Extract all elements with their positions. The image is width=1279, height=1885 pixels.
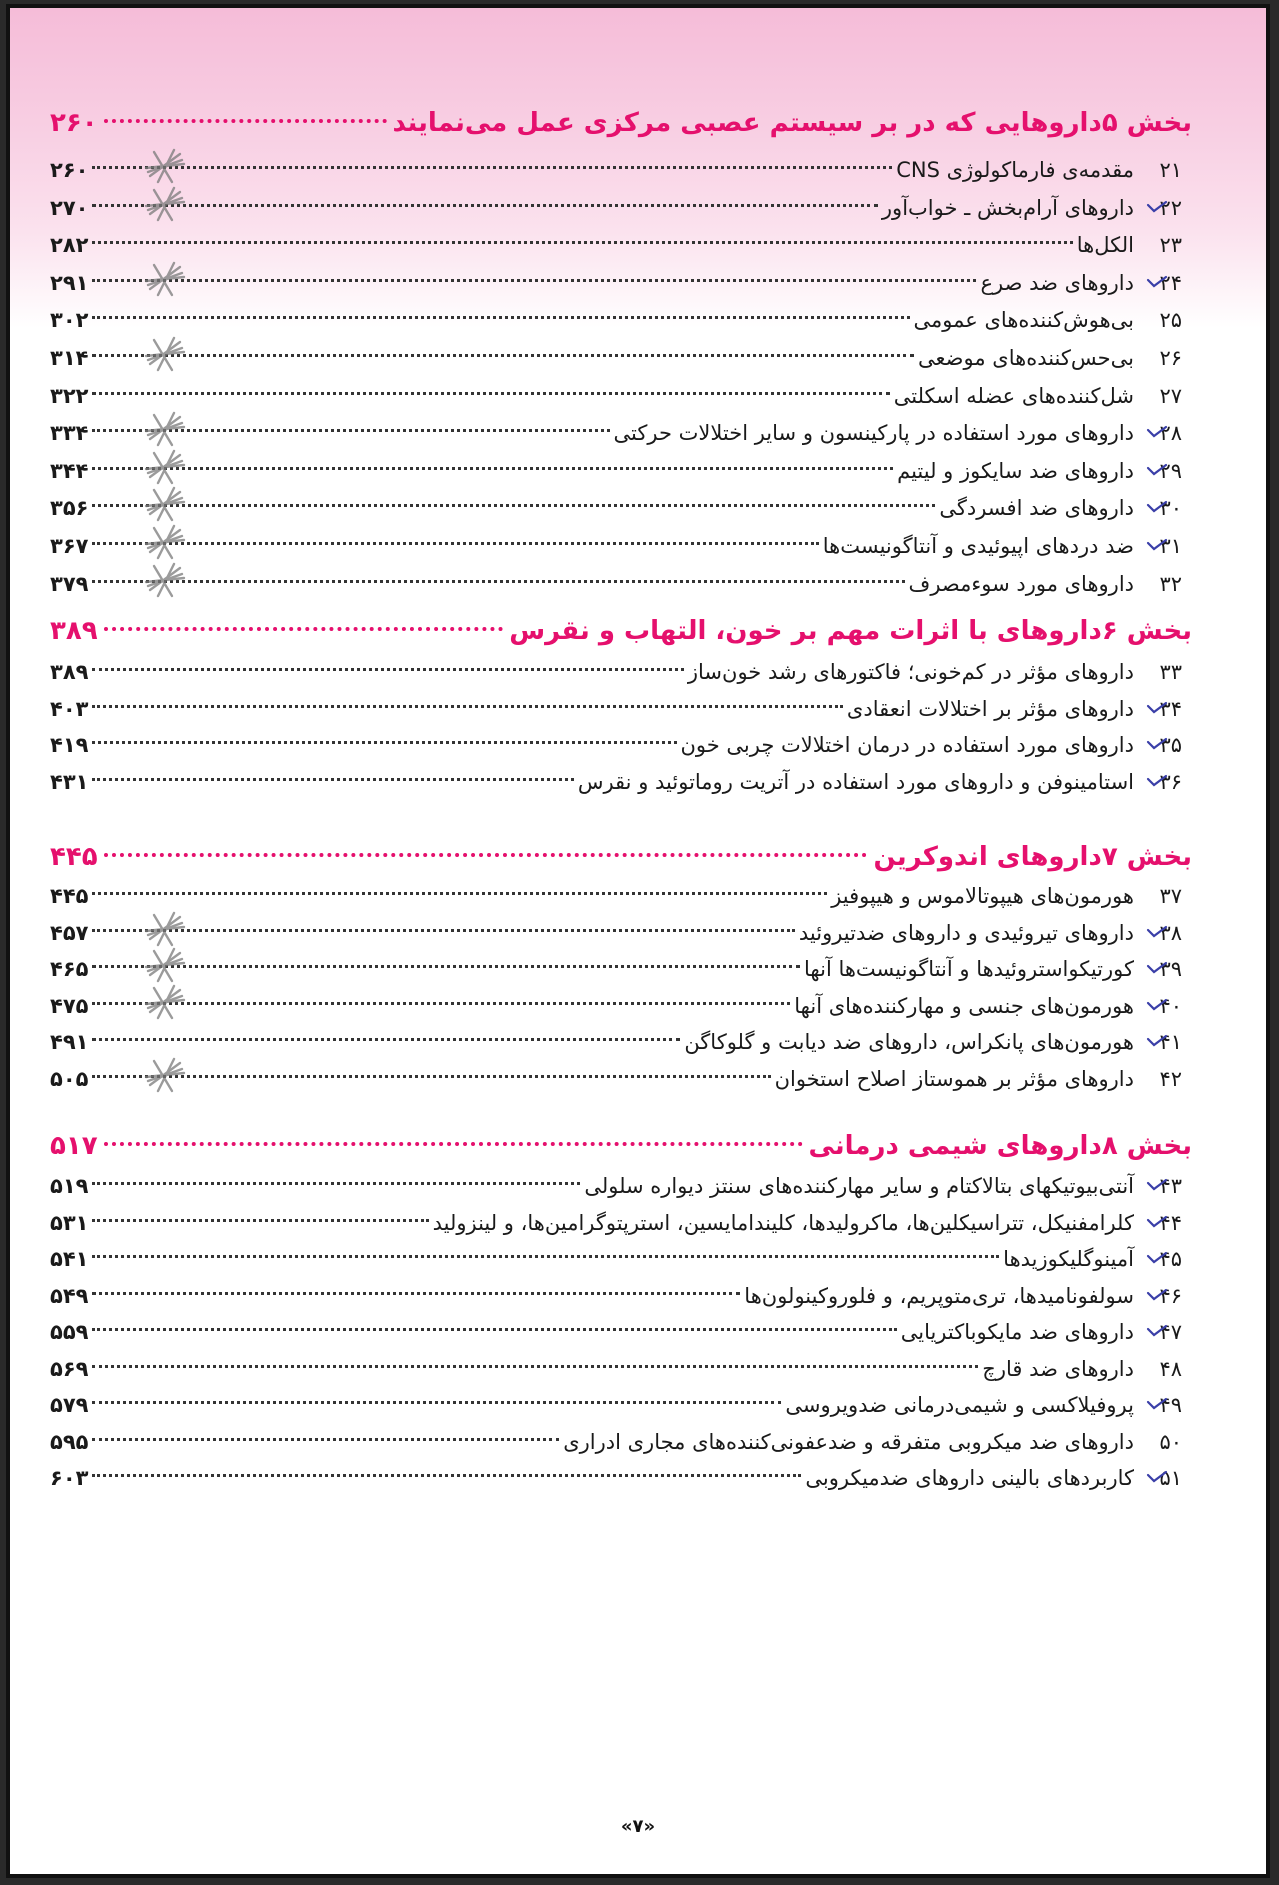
pen-tick-icon	[1146, 1247, 1168, 1269]
chapter-page-number: ۵۵۹	[50, 1320, 89, 1344]
chapter-page-number: ۳۱۴	[50, 346, 89, 370]
pen-tick-icon	[1146, 1174, 1168, 1196]
chapter-title: بی‌حس‌کننده‌های موضعی	[918, 346, 1134, 370]
pen-tick-icon	[1146, 994, 1168, 1016]
chapter-number: ۳۶	[1159, 770, 1182, 794]
pencil-star-icon	[140, 560, 188, 600]
toc-entry[interactable]	[50, 1024, 1182, 1060]
leader-dots	[92, 467, 893, 470]
chapter-title: هورمون‌های پانکراس، داروهای ضد دیابت و گلوکاگن	[684, 1030, 1134, 1054]
chapter-title: بی‌هوش‌کننده‌های عمومی	[913, 308, 1134, 332]
toc-entry[interactable]	[50, 453, 1182, 489]
chapter-title: هورمون‌های جنسی و مهارکننده‌های آنها	[794, 994, 1134, 1018]
chapter-number: ۲۵	[1159, 308, 1182, 332]
toc-entry[interactable]	[50, 1387, 1182, 1423]
leader-dots	[92, 354, 914, 357]
leader-dots	[92, 204, 877, 207]
chapter-title: داروهای مورد سوءمصرف	[908, 572, 1134, 596]
chapter-title: آنتی‌بیوتیکهای بتالاکتام و سایر مهارکننده‌های سنتز دیواره سلولی	[584, 1174, 1134, 1198]
pen-tick-icon	[1146, 1466, 1168, 1488]
chapter-title: آمینوگلیکوزیدها	[1003, 1247, 1134, 1271]
pencil-star-icon	[140, 259, 188, 299]
toc-entry[interactable]	[50, 265, 1182, 301]
toc-entry[interactable]	[50, 227, 1182, 263]
chapter-number: ۴۹	[1159, 1393, 1182, 1417]
toc-entry[interactable]	[50, 878, 1182, 914]
toc-entry[interactable]	[50, 1351, 1182, 1387]
chapter-title: داروهای تیروئیدی و داروهای ضدتیروئید	[798, 921, 1134, 945]
chapter-number: ۳۴	[1159, 697, 1182, 721]
leader-dots	[92, 1292, 740, 1295]
pencil-star-icon	[140, 184, 188, 224]
pen-tick-icon	[1146, 770, 1168, 792]
chapter-number: ۵۱	[1159, 1466, 1182, 1490]
pencil-star-icon	[140, 909, 188, 949]
chapter-number: ۲۱	[1159, 158, 1182, 182]
leader-dots	[92, 241, 1072, 244]
leader-dots	[92, 504, 935, 507]
chapter-number: ۴۶	[1159, 1284, 1182, 1308]
leader-dots	[104, 853, 868, 857]
toc-entry[interactable]	[50, 490, 1182, 526]
section-title: داروهای با اثرات مهم بر خون، التهاب و نقرس	[509, 616, 1102, 646]
chapter-number: ۳۷	[1159, 884, 1182, 908]
chapter-number: ۳۵	[1159, 733, 1182, 757]
chapter-page-number: ۳۷۹	[50, 572, 89, 596]
chapter-page-number: ۴۵۷	[50, 921, 89, 945]
toc-entry[interactable]	[50, 1424, 1182, 1460]
chapter-number: ۳۱	[1159, 534, 1182, 558]
chapter-number: ۳۸	[1159, 921, 1182, 945]
chapter-number: ۳۲	[1159, 572, 1182, 596]
chapter-number: ۵۰	[1159, 1430, 1182, 1454]
chapter-title: داروهای مؤثر در کم‌خونی؛ فاکتورهای رشد خون‌ساز	[687, 660, 1134, 684]
pen-tick-icon	[1146, 196, 1168, 218]
chapter-title: کلرامفنیکل، تتراسیکلین‌ها، ماکرولیدها، کلیندامایسین، استرپتوگرامین‌ها، و لینزولید	[432, 1211, 1134, 1235]
chapter-page-number: ۵۶۹	[50, 1357, 89, 1381]
section-label: بخش ۶	[1101, 616, 1192, 646]
chapter-title: مقدمه‌ی فارماکولوژی CNS	[896, 158, 1134, 182]
leader-dots	[92, 965, 800, 968]
section-header	[50, 608, 1192, 654]
chapter-page-number: ۳۸۹	[50, 660, 89, 684]
chapter-number: ۴۰	[1159, 994, 1182, 1018]
section-page-number: ۳۸۹	[50, 616, 98, 646]
chapter-number: ۲۴	[1159, 271, 1182, 295]
chapter-number: ۳۹	[1159, 957, 1182, 981]
section-header	[50, 1123, 1192, 1169]
section-page-number: ۴۴۵	[50, 842, 98, 872]
chapter-title: داروهای ضد افسردگی	[939, 496, 1134, 520]
toc-entry[interactable]	[50, 1205, 1182, 1241]
section-label: بخش ۷	[1101, 842, 1192, 872]
chapter-title: داروهای آرام‌بخش ـ خواب‌آور	[881, 196, 1134, 220]
chapter-page-number: ۵۱۹	[50, 1174, 89, 1198]
section-title: داروهای شیمی درمانی	[808, 1131, 1102, 1161]
chapter-page-number: ۳۶۷	[50, 534, 89, 558]
pen-tick-icon	[1146, 1393, 1168, 1415]
toc-entry[interactable]	[50, 654, 1182, 690]
chapter-number: ۴۵	[1159, 1247, 1182, 1271]
pen-tick-icon	[1146, 421, 1168, 443]
chapter-number: ۴۳	[1159, 1174, 1182, 1198]
chapter-page-number: ۵۷۹	[50, 1393, 89, 1417]
pencil-star-icon	[140, 447, 188, 487]
chapter-title: پروفیلاکسی و شیمی‌درمانی ضدویروسی	[785, 1393, 1134, 1417]
chapter-number: ۲۲	[1159, 196, 1182, 220]
pen-tick-icon	[1146, 1211, 1168, 1233]
pen-tick-icon	[1146, 534, 1168, 556]
pen-tick-icon	[1146, 957, 1168, 979]
chapter-title: داروهای ضد قارچ	[982, 1357, 1134, 1381]
chapter-page-number: ۳۰۲	[50, 308, 89, 332]
pen-tick-icon	[1146, 496, 1168, 518]
toc-entry[interactable]	[50, 378, 1182, 414]
chapter-number: ۴۴	[1159, 1211, 1182, 1235]
pen-tick-icon	[1146, 1030, 1168, 1052]
pencil-star-icon	[140, 146, 188, 186]
leader-dots	[92, 778, 573, 781]
toc-entry[interactable]	[50, 1278, 1182, 1314]
toc-entry[interactable]	[50, 415, 1182, 451]
chapter-page-number: ۳۲۲	[50, 384, 89, 408]
leader-dots	[92, 892, 827, 895]
leader-dots	[92, 741, 676, 744]
section-title: داروهای اندوکرین	[873, 842, 1102, 872]
section-label: بخش ۸	[1101, 1131, 1192, 1161]
leader-dots	[92, 1474, 801, 1477]
pen-tick-icon	[1146, 1320, 1168, 1342]
chapter-title: داروهای ضد مایکوباکتریایی	[900, 1320, 1134, 1344]
leader-dots	[92, 166, 892, 169]
toc-entry[interactable]	[50, 951, 1182, 987]
leader-dots	[92, 316, 909, 319]
leader-dots	[92, 1438, 559, 1441]
chapter-title: استامینوفن و داروهای مورد استفاده در آتریت روماتوئید و نقرس	[577, 770, 1134, 794]
chapter-page-number: ۴۰۳	[50, 697, 89, 721]
leader-dots	[92, 1182, 580, 1185]
chapter-page-number: ۲۸۲	[50, 233, 89, 257]
chapter-number: ۲۹	[1159, 459, 1182, 483]
leader-dots	[92, 580, 904, 583]
toc-entry[interactable]	[50, 566, 1182, 602]
chapter-page-number: ۴۹۱	[50, 1030, 89, 1054]
leader-dots	[104, 119, 387, 123]
pencil-star-icon	[140, 409, 188, 449]
chapter-page-number: ۴۴۵	[50, 884, 89, 908]
chapter-page-number: ۴۱۹	[50, 733, 89, 757]
leader-dots	[92, 542, 818, 545]
toc-entry[interactable]	[50, 691, 1182, 727]
toc-entry[interactable]	[50, 1241, 1182, 1277]
pen-tick-icon	[1146, 733, 1168, 755]
section-title: داروهایی که در بر سیستم عصبی مرکزی عمل می‌نمایند	[392, 108, 1102, 138]
leader-dots	[104, 627, 504, 631]
pen-tick-icon	[1146, 271, 1168, 293]
chapter-number: ۲۶	[1159, 346, 1182, 370]
chapter-page-number: ۳۵۶	[50, 496, 89, 520]
chapter-number: ۴۲	[1159, 1067, 1182, 1091]
section-label: بخش ۵	[1101, 108, 1192, 138]
leader-dots	[92, 1219, 428, 1222]
chapter-title: داروهای مورد استفاده در درمان اختلالات چربی خون	[680, 733, 1134, 757]
toc-entry[interactable]	[50, 727, 1182, 763]
chapter-title: داروهای مورد استفاده در پارکینسون و سایر اختلالات حرکتی	[613, 421, 1134, 445]
table-of-contents	[10, 8, 1266, 1874]
chapter-page-number: ۲۷۰	[50, 196, 89, 220]
chapter-number: ۴۸	[1159, 1357, 1182, 1381]
pencil-star-icon	[140, 945, 188, 985]
leader-dots	[92, 1365, 978, 1368]
leader-dots	[92, 1401, 781, 1404]
chapter-page-number: ۵۳۱	[50, 1211, 89, 1235]
toc-entry[interactable]	[50, 152, 1182, 188]
chapter-page-number: ۶۰۳	[50, 1466, 89, 1490]
leader-dots	[92, 668, 683, 671]
chapter-page-number: ۴۷۵	[50, 994, 89, 1018]
chapter-page-number: ۵۴۱	[50, 1247, 89, 1271]
leader-dots	[104, 1142, 803, 1146]
leader-dots	[92, 1038, 680, 1041]
pen-tick-icon	[1146, 921, 1168, 943]
chapter-page-number: ۲۹۱	[50, 271, 89, 295]
page-number: «۷»	[620, 1816, 656, 1837]
chapter-title: هورمون‌های هیپوتالاموس و هیپوفیز	[831, 884, 1134, 908]
toc-entry[interactable]	[50, 1314, 1182, 1350]
toc-entry[interactable]	[50, 302, 1182, 338]
chapter-title: کورتیکواستروئیدها و آنتاگونیست‌ها آنها	[804, 957, 1134, 981]
toc-entry[interactable]	[50, 1061, 1182, 1097]
leader-dots	[92, 1328, 896, 1331]
chapter-title: شل‌کننده‌های عضله اسکلتی	[893, 384, 1134, 408]
chapter-page-number: ۲۶۰	[50, 158, 89, 182]
chapter-page-number: ۴۶۵	[50, 957, 89, 981]
chapter-title: کاربردهای بالینی داروهای ضدمیکروبی	[805, 1466, 1134, 1490]
section-header	[50, 834, 1192, 880]
toc-entry[interactable]	[50, 764, 1182, 800]
chapter-page-number: ۵۴۹	[50, 1284, 89, 1308]
leader-dots	[92, 1002, 790, 1005]
toc-entry[interactable]	[50, 190, 1182, 226]
chapter-number: ۴۷	[1159, 1320, 1182, 1344]
pencil-star-icon	[140, 1055, 188, 1095]
section-page-number: ۵۱۷	[50, 1131, 98, 1161]
pencil-star-icon	[140, 982, 188, 1022]
chapter-title: داروهای مؤثر بر اختلالات انعقادی	[846, 697, 1134, 721]
pen-tick-icon	[1146, 697, 1168, 719]
pencil-star-icon	[140, 484, 188, 524]
chapter-page-number: ۵۹۵	[50, 1430, 89, 1454]
toc-entry[interactable]	[50, 1168, 1182, 1204]
chapter-number: ۳۳	[1159, 660, 1182, 684]
leader-dots	[92, 1255, 999, 1258]
section-header	[50, 100, 1192, 146]
leader-dots	[92, 705, 842, 708]
chapter-number: ۲۳	[1159, 233, 1182, 257]
leader-dots	[92, 929, 794, 932]
chapter-title: سولفونامیدها، تری‌متوپریم، و فلوروکینولون‌ها	[744, 1284, 1134, 1308]
toc-entry[interactable]	[50, 528, 1182, 564]
chapter-title: داروهای ضد صرع	[980, 271, 1134, 295]
toc-entry[interactable]	[50, 915, 1182, 951]
chapter-title: الکل‌ها	[1076, 233, 1134, 257]
pen-tick-icon	[1146, 1284, 1168, 1306]
chapter-number: ۲۸	[1159, 421, 1182, 445]
leader-dots	[92, 392, 889, 395]
chapter-page-number: ۳۳۴	[50, 421, 89, 445]
section-page-number: ۲۶۰	[50, 108, 98, 138]
chapter-title: داروهای ضد سایکوز و لیتیم	[897, 459, 1134, 483]
pencil-star-icon	[140, 334, 188, 374]
chapter-page-number: ۳۴۴	[50, 459, 89, 483]
book-page	[6, 4, 1270, 1878]
chapter-number: ۲۷	[1159, 384, 1182, 408]
chapter-page-number: ۵۰۵	[50, 1067, 89, 1091]
chapter-title: داروهای ضد میکروبی متفرقه و ضدعفونی‌کننده‌های مجاری ادراری	[563, 1430, 1134, 1454]
chapter-page-number: ۴۳۱	[50, 770, 89, 794]
toc-entry[interactable]	[50, 1460, 1182, 1496]
toc-entry[interactable]	[50, 340, 1182, 376]
chapter-number: ۳۰	[1159, 496, 1182, 520]
chapter-title: ضد دردهای اپیوئیدی و آنتاگونیست‌ها	[822, 534, 1134, 558]
toc-entry[interactable]	[50, 988, 1182, 1024]
leader-dots	[92, 1075, 770, 1078]
chapter-title: داروهای مؤثر بر هموستاز اصلاح استخوان	[774, 1067, 1134, 1091]
pen-tick-icon	[1146, 459, 1168, 481]
chapter-number: ۴۱	[1159, 1030, 1182, 1054]
pencil-star-icon	[140, 522, 188, 562]
leader-dots	[92, 279, 976, 282]
